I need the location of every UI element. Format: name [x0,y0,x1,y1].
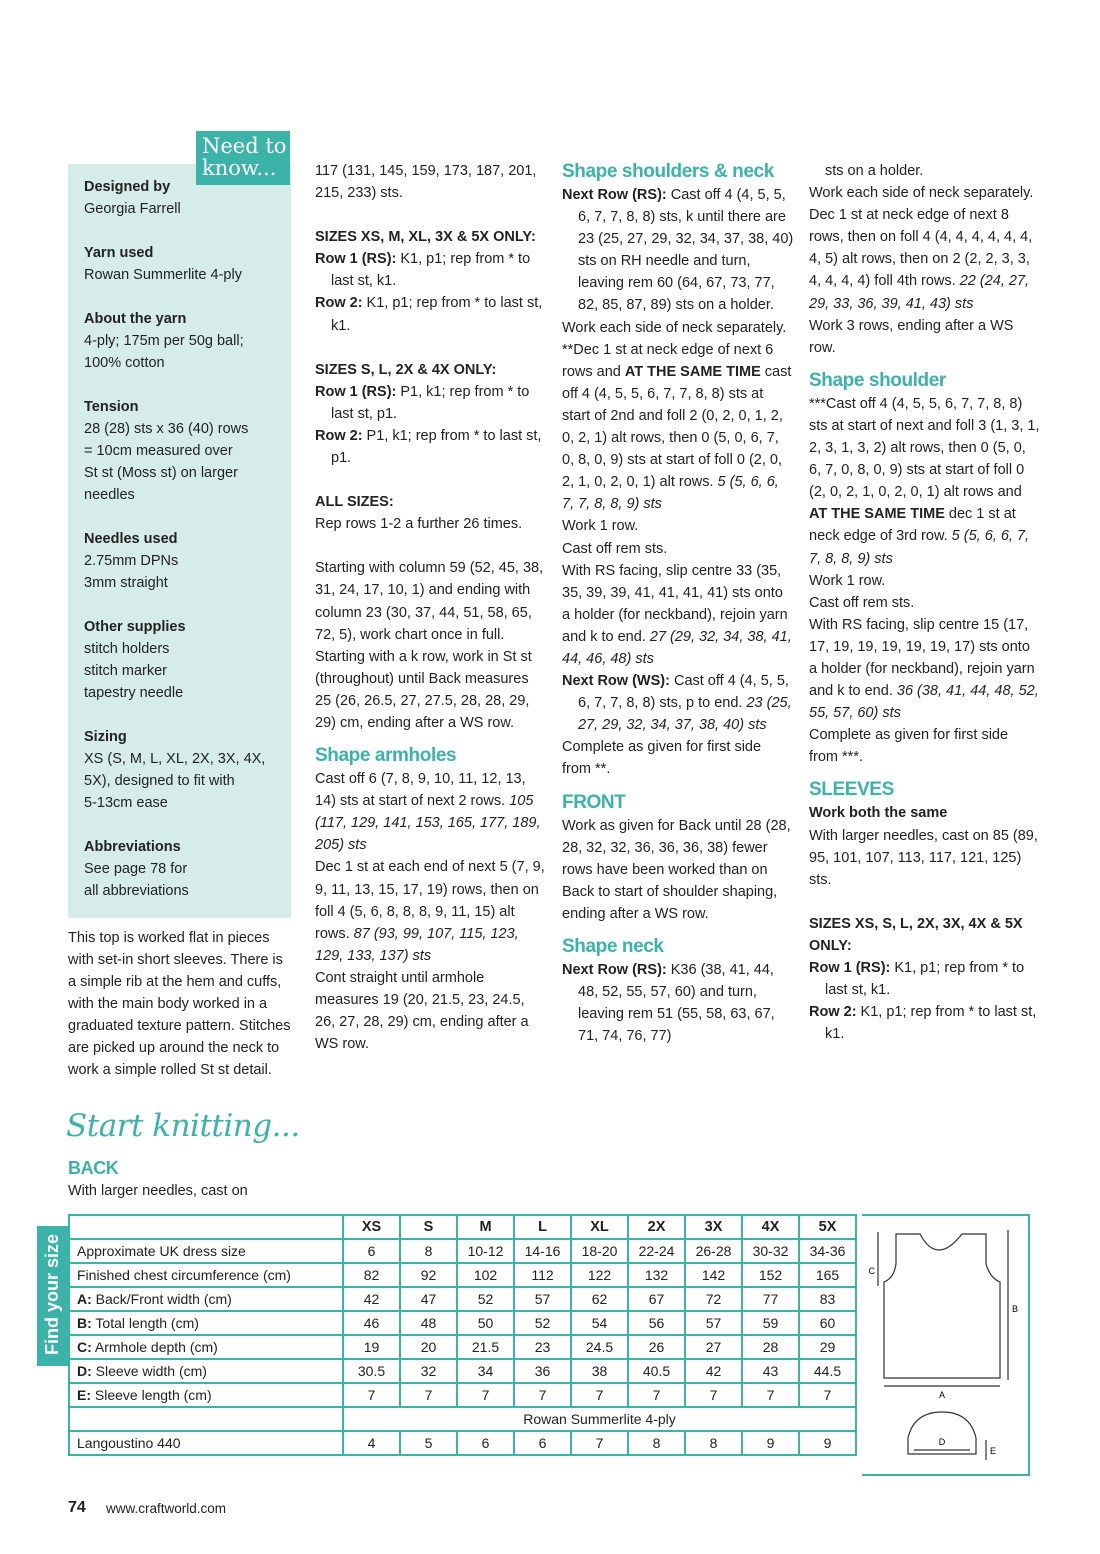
complete-first-side: Complete as given for first side from **. [562,739,762,778]
size-table [68,1214,857,1456]
ball-count: 4 [343,1431,400,1455]
next-row-ws: Next Row (WS): Cast off 4 (4, 5, 5, 6, 7, 7, 8, 8) sts, p to end. 23 (25, 27, 29, 32, 34, 37, 38, 40) sts [562,673,792,734]
info-block [84,836,284,902]
ball-count: 8 [628,1431,685,1455]
work-1-row: Work 1 row. [809,572,886,589]
table-cell: 60 [799,1311,856,1335]
info-block [84,616,284,704]
row-label [69,1263,343,1287]
row-1: Row 1 (RS): K1, p1; rep from * to last st, k1. [809,960,1025,999]
table-cell: 59 [742,1311,799,1335]
table-header-row [69,1215,856,1239]
table-cell: 7 [742,1383,799,1407]
row-label [69,1311,343,1335]
sizes-heading-1: SIZES XS, M, XL, 3X & 5X ONLY: [315,229,536,246]
table-cell: 7 [799,1383,856,1407]
cast-off-rem: Cast off rem sts. [562,540,668,557]
info-heading: Needles used [84,531,178,547]
dim-e-label: E [990,1446,997,1456]
table-cell: 7 [343,1383,400,1407]
next-row-rs: Next Row (RS): Cast off 4 (4, 5, 5, 6, 7, 7, 8, 8) sts, k until there are 23 (25, 27, 29, 32, 34, 37, 38, 40) sts on RH needle and turn, leaving rem 60 (64, 67, 73, 77, 82, 85, 87, 89) sts on a holder. [562,187,794,314]
all-sizes-text: Rep rows 1-2 a further 26 times. [315,516,523,533]
info-line: 5-13cm ease [84,795,168,811]
table-row [69,1263,856,1287]
info-line: stitch marker [84,663,167,679]
table-cell: 6 [343,1239,400,1263]
table-cell: 36 [514,1359,571,1383]
yarn-blank [69,1407,343,1431]
start-knitting-title: Start knitting... [66,1108,300,1144]
row-label-text: Approximate UK dress size [77,1243,246,1259]
row-label-text: Sleeve length (cm) [91,1387,212,1403]
table-cell: 7 [571,1383,628,1407]
info-line: See page 78 for [84,861,188,877]
row-label-text: Armhole depth (cm) [91,1339,218,1355]
table-cell: 102 [457,1263,514,1287]
table-cell: 7 [685,1383,742,1407]
table-cell: 67 [628,1287,685,1311]
back-text: With larger needles, cast on [68,1183,248,1199]
size-header: 3X [685,1215,742,1239]
complete-first-side: Complete as given for first side from ***. [809,727,1009,766]
dim-a-label: A [938,1390,946,1400]
info-line: needles [84,487,135,503]
work-each-side: Work each side of neck separately. [809,185,1034,202]
work-3-rows: Work 3 rows, ending after a WS row. [809,317,1014,356]
table-cell: 112 [514,1263,571,1287]
table-cell: 24.5 [571,1335,628,1359]
table-cell: 34-36 [799,1239,856,1263]
shape-armholes-heading: Shape armholes [315,745,457,767]
info-block [84,396,284,506]
table-cell: 26-28 [685,1239,742,1263]
table-cell: 122 [571,1263,628,1287]
armhole-text-2: Dec 1 st at each end of next 5 (7, 9, 9, 11, 13, 15, 17, 19) rows, then on foll 4 (5, 6, 8, 8, 8, 9, 11, 15) alt rows. 87 (93, 99, 107, 115, 123, 129, 133, 137) sts [315,859,545,964]
table-cell: 165 [799,1263,856,1287]
row-1: Row 1 (RS): K1, p1; rep from * to last st, k1. [315,251,531,290]
info-block [84,528,284,594]
table-cell: 10-12 [457,1239,514,1263]
info-line: Rowan Summerlite 4-ply [84,267,242,283]
column-4 [809,160,1041,1045]
schematic-svg [862,1216,1028,1474]
ball-count: 9 [742,1431,799,1455]
info-heading: About the yarn [84,311,187,327]
info-line: Georgia Farrell [84,201,181,217]
table-cell: 46 [343,1311,400,1335]
table-row [69,1383,856,1407]
info-line: XS (S, M, L, XL, 2X, 3X, 4X, [84,751,266,767]
armhole-text-3: Cont straight until armhole measures 19 (20, 21.5, 23, 24.5, 26, 27, 28, 29) cm, ending after a WS row. [315,969,529,1053]
info-line: 4-ply; 175m per 50g ball; [84,333,244,349]
table-cell: 14-16 [514,1239,571,1263]
row-1: Row 1 (RS): P1, k1; rep from * to last st, p1. [315,383,530,422]
find-your-size-tab: Find your size [37,1226,68,1366]
table-cell: 47 [400,1287,457,1311]
info-line: 5X), designed to fit with [84,773,235,789]
table-cell: 82 [343,1263,400,1287]
info-heading: Other supplies [84,619,186,635]
website-url: www.craftworld.com [106,1501,227,1516]
table-cell: 38 [571,1359,628,1383]
table-cell: 27 [685,1335,742,1359]
front-text: Work as given for Back until 28 (28, 28, 32, 32, 36, 36, 36, 38) fewer rows have been worked than on Back to start of shoulder shaping, ending after a WS row. [562,817,791,922]
dim-b-label: B [1012,1304,1019,1314]
ball-count: 6 [457,1431,514,1455]
table-cell: 7 [400,1383,457,1407]
size-header: XL [571,1215,628,1239]
row-key: E: [77,1387,91,1403]
table-cell: 44.5 [799,1359,856,1383]
table-cell: 77 [742,1287,799,1311]
table-cell: 20 [400,1335,457,1359]
need-to-know-list [84,176,284,924]
info-line: 2.75mm DPNs [84,553,179,569]
table-cell: 23 [514,1335,571,1359]
sizes-heading-2: SIZES S, L, 2X & 4X ONLY: [315,361,497,378]
row-label [69,1239,343,1263]
table-cell: 152 [742,1263,799,1287]
armhole-text-1: Cast off 6 (7, 8, 9, 10, 11, 12, 13, 14) sts at start of next 2 rows. 105 (117, 129, 141, 153, 165, 177, 189, 205) sts [315,771,541,854]
table-row [69,1287,856,1311]
table-cell: 57 [514,1287,571,1311]
ball-count: 8 [685,1431,742,1455]
info-heading: Abbreviations [84,839,181,855]
table-cell: 29 [799,1335,856,1359]
table-cell: 92 [400,1263,457,1287]
table-cell: 42 [343,1287,400,1311]
table-cell: 62 [571,1287,628,1311]
table-row [69,1239,856,1263]
table-cell: 52 [514,1311,571,1335]
rs-facing: With RS facing, slip centre 33 (35, 35, 39, 39, 41, 41, 41, 41) sts onto a holder (for neckband), rejoin yarn and k to end. 27 (29, 32, 34, 38, 41, 44, 46, 48) sts [562,562,792,667]
row-key: C: [77,1339,92,1355]
table-cell: 28 [742,1335,799,1359]
row-label-text: Finished chest circumference (cm) [77,1267,291,1283]
row-label-text: Total length (cm) [91,1315,199,1331]
column-2 [315,160,547,1055]
row-key: A: [77,1291,92,1307]
sts-on-holder: sts on a holder. [825,163,924,179]
shoulder-text: ***Cast off 4 (4, 5, 5, 6, 7, 7, 8, 8) sts at start of next and foll 3 (1, 3, 1, 2, 3, 1, 3, 2) alt rows, then 0 (5, 0, 6, 7, 0, 8, 0, 9) sts at start of foll 0 (2, 0, 2, 1, 0, 2, 0, 1) alt rows and AT THE SAME TIME dec 1 st at neck edge of 3rd row. 5 (5, 6, 6, 7, 7, 8, 8, 9) sts [809,395,1040,567]
row-2: Row 2: P1, k1; rep from * to last st, p1. [315,427,542,467]
row-key: D: [77,1363,92,1379]
sleeves-cast-on: With larger needles, cast on 85 (89, 95, 101, 107, 113, 117, 121, 125) sts. [809,827,1038,888]
table-cell: 21.5 [457,1335,514,1359]
table-cell: 19 [343,1335,400,1359]
row-label [69,1383,343,1407]
ball-count: 6 [514,1431,571,1455]
info-line: 28 (28) sts x 36 (40) rows [84,421,249,437]
info-block [84,308,284,374]
table-cell: 18-20 [571,1239,628,1263]
yarn-row [69,1407,856,1431]
info-line: = 10cm measured over [84,443,233,459]
info-heading: Yarn used [84,245,154,261]
table-cell: 40.5 [628,1359,685,1383]
table-cell: 32 [400,1359,457,1383]
need-to-know-badge: Need to know... [196,131,290,185]
size-header: 5X [799,1215,856,1239]
page-number: 74 [68,1499,86,1516]
sleeves-heading: SLEEVES [809,779,894,801]
work-each-side: Work each side of neck separately. [562,319,787,336]
back-start [68,1156,293,1202]
next-row-rs-neck: Next Row (RS): K36 (38, 41, 44, 48, 52, 55, 57, 60) and turn, leaving rem 51 (55, 58, 63, 67, 71, 74, 76, 77) [562,962,775,1045]
size-header: XS [343,1215,400,1239]
info-block [84,726,284,814]
colour-row [69,1431,856,1455]
size-header: L [514,1215,571,1239]
size-header: 4X [742,1215,799,1239]
cast-on-count: 117 (131, 145, 159, 173, 187, 201, 215, 233) sts. [315,163,537,202]
row-label [69,1287,343,1311]
table-cell: 57 [685,1311,742,1335]
size-header: S [400,1215,457,1239]
info-line: stitch holders [84,641,170,657]
shape-neck-heading: Shape neck [562,936,664,957]
cast-off-rem: Cast off rem sts. [809,594,915,611]
table-cell: 42 [685,1359,742,1383]
size-header: 2X [628,1215,685,1239]
table-cell: 54 [571,1311,628,1335]
info-heading: Sizing [84,729,127,745]
row-2: Row 2: K1, p1; rep from * to last st, k1. [809,1004,1037,1043]
table-row [69,1335,856,1359]
row-label [69,1335,343,1359]
back-heading: BACK [68,1158,119,1178]
ball-count: 7 [571,1431,628,1455]
table-cell: 83 [799,1287,856,1311]
table-cell: 8 [400,1239,457,1263]
table-cell: 142 [685,1263,742,1287]
row-label [69,1359,343,1383]
header-blank [69,1215,343,1239]
table-cell: 52 [457,1287,514,1311]
column-3 [562,160,794,1047]
row-label-text: Back/Front width (cm) [91,1291,232,1307]
table-cell: 43 [742,1359,799,1383]
table-cell: 30.5 [343,1359,400,1383]
garment-diagram [862,1214,1030,1476]
sleeve-sizes-heading: SIZES XS, S, L, 2X, 3X, 4X & 5X ONLY: [809,915,1023,954]
table-cell: 22-24 [628,1239,685,1263]
dim-c-label: C [868,1266,875,1276]
ball-count: 9 [799,1431,856,1455]
table-cell: 56 [628,1311,685,1335]
shape-shoulders-neck-heading: Shape shoulders & neck [562,161,774,182]
table-row [69,1311,856,1335]
work-1-row: Work 1 row. [562,518,639,535]
chart-instructions: Starting with column 59 (52, 45, 38, 31, 24, 17, 10, 1) and ending with column 23 (30, 37, 44, 51, 58, 65, 72, 5), work chart once in full. Starting with a k row, work in St st (throughout) until Back measures 25 (26, 26.5, 27, 27.5, 28, 28, 29, 29) cm, ending after a WS row. [315,560,544,731]
sleeves-subheading: Work both the same [809,805,948,822]
table-cell: 34 [457,1359,514,1383]
rs-facing: With RS facing, slip centre 15 (17, 17, 19, 19, 19, 19, 19, 17) sts onto a holder (for neckband), rejoin yarn and k to end. 36 (38, 41, 44, 48, 52, 55, 57, 60) sts [809,616,1039,722]
neck-dec: **Dec 1 st at neck edge of next 6 rows and AT THE SAME TIME cast off 4 (4, 5, 5, 6, 7, 7, 8, 8) sts at start of 2nd and foll 2 (0, 2, 0, 1, 2, 0, 2, 1) alt rows, then 0 (5, 0, 6, 7, 0, 8, 0, 9) sts at start of foll 0 (2, 0, 2, 1, 0, 2, 0, 1) alt rows. 5 (5, 6, 6, 7, 7, 8, 8, 9) sts [562,341,792,513]
table-cell: 30-32 [742,1239,799,1263]
row-label-text: Sleeve width (cm) [91,1363,207,1379]
table-cell: 50 [457,1311,514,1335]
info-line: St st (Moss st) on larger [84,465,238,481]
table-cell: 72 [685,1287,742,1311]
all-sizes-heading: ALL SIZES: [315,494,394,511]
size-header: M [457,1215,514,1239]
table-cell: 26 [628,1335,685,1359]
info-heading: Designed by [84,179,171,195]
info-line: 100% cotton [84,355,165,371]
intro-text: This top is worked flat in pieces with set-in short sleeves. There is a simple rib at the hem and cuffs, with the main body worked in a graduated texture pattern. Stitches are picked up around the neck to work a simple rolled St st detail. [68,930,291,1078]
shape-shoulder-heading: Shape shoulder [809,369,946,391]
info-line: tapestry needle [84,685,184,701]
yarn-name: Rowan Summerlite 4-ply [343,1407,856,1431]
row-key: B: [77,1315,92,1331]
dim-d-label: D [938,1437,946,1447]
ball-count: 5 [400,1431,457,1455]
table-cell: 7 [514,1383,571,1407]
colour-label: Langoustino 440 [69,1431,343,1455]
neck-dec: Dec 1 st at neck edge of next 8 rows, then on foll 4 (4, 4, 4, 4, 4, 4, 4, 5) alt rows, then on 2 (2, 2, 3, 3, 4, 4, 4, 4) foll 4th rows. 22 (24, 27, 29, 33, 36, 39, 41, 43) sts [809,207,1033,312]
row-2: Row 2: K1, p1; rep from * to last st, k1. [315,295,543,334]
table-cell: 48 [400,1311,457,1335]
info-block [84,242,284,286]
info-heading: Tension [84,399,139,415]
info-line: 3mm straight [84,575,168,591]
table-cell: 7 [457,1383,514,1407]
table-cell: 132 [628,1263,685,1287]
info-line: all abbreviations [84,883,189,899]
table-cell: 7 [628,1383,685,1407]
front-heading: FRONT [562,791,626,813]
table-row [69,1359,856,1383]
need-to-know-panel [68,164,291,918]
